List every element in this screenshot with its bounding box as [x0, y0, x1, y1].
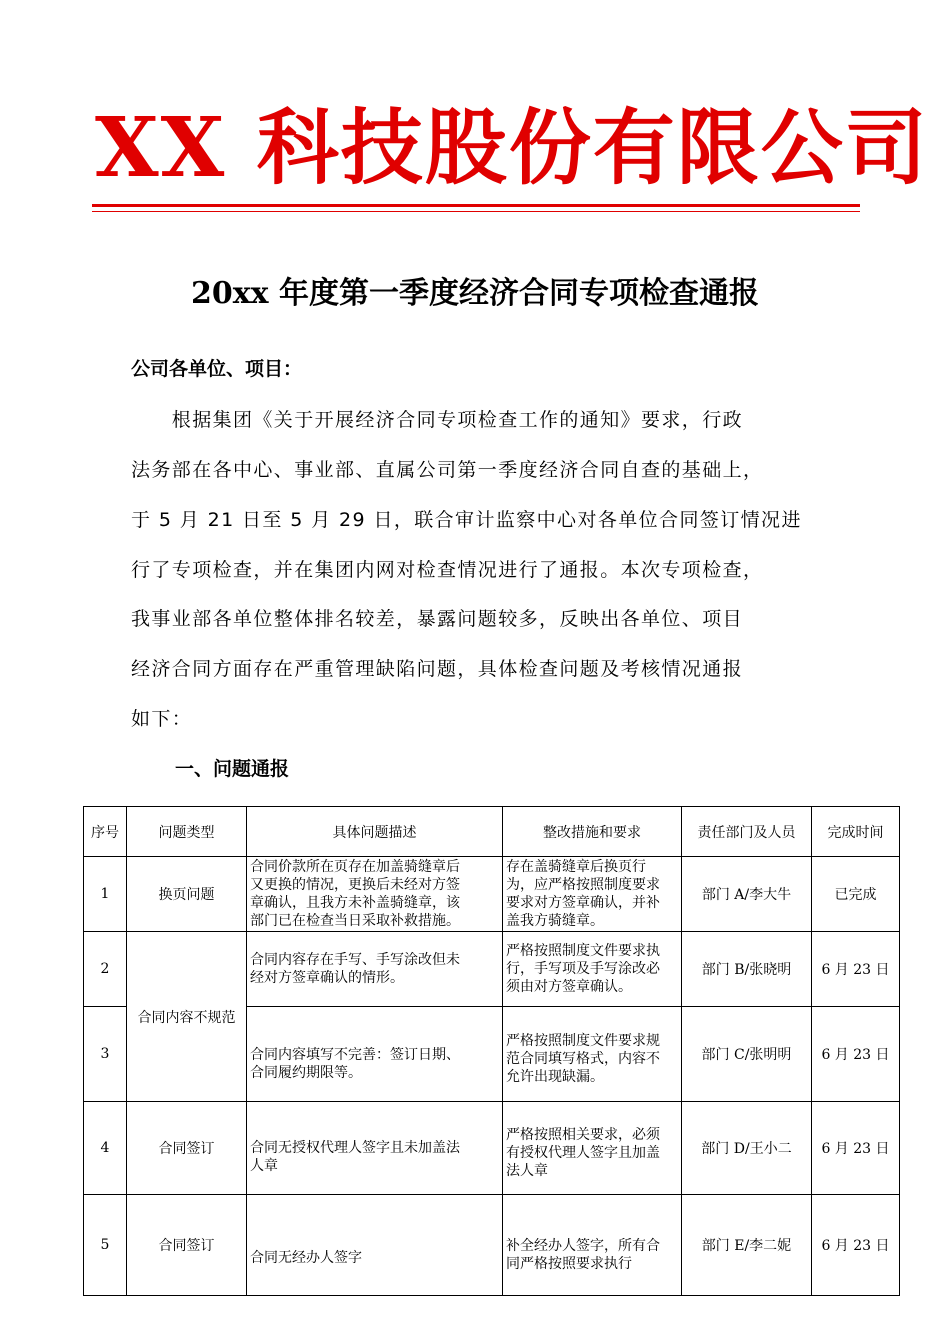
cell-desc: 合同内容填写不完善：签订日期、 合同履约期限等。	[247, 1007, 503, 1102]
cell-fix: 严格按照制度文件要求规 范合同填写格式，内容不 允许出现缺漏。	[503, 1007, 682, 1102]
cell-done: 6 月 23 日	[812, 1007, 900, 1102]
cell-no: 3	[84, 1007, 127, 1102]
body-line: 经济合同方面存在严重管理缺陷问题，具体检查问题及考核情况通报	[131, 658, 744, 680]
cell-done: 已完成	[812, 857, 900, 932]
table-row	[84, 1102, 900, 1195]
header-rule-thick	[92, 204, 860, 207]
cell-desc: 合同价款所在页存在加盖骑缝章后 又更换的情况，更换后未经对方签 章确认，且我方未补盖骑缝章，该 部门已在检查当日采取补救措施。	[247, 857, 503, 932]
cell-owner: 部门 B/张晓明	[682, 932, 812, 1007]
header-type: 问题类型	[127, 807, 247, 857]
cell-fix: 存在盖骑缝章后换页行 为，应严格按照制度要求 要求对方签章确认，并补 盖我方骑缝章。	[503, 857, 682, 932]
cell-owner: 部门 A/李大牛	[682, 857, 812, 932]
body-line: 我事业部各单位整体排名较差，暴露问题较多，反映出各单位、项目	[131, 608, 744, 630]
body-line: 法务部在各中心、事业部、直属公司第一季度经济合同自查的基础上，	[131, 459, 764, 481]
cell-type: 合同签订	[127, 1102, 247, 1195]
cell-no: 2	[84, 932, 127, 1007]
cell-owner: 部门 D/王小二	[682, 1102, 812, 1195]
cell-desc: 合同无经办人签字	[247, 1195, 503, 1296]
header-rule-thin	[92, 211, 860, 212]
section-heading: 一、问题通报	[175, 758, 290, 780]
table-row	[84, 857, 900, 932]
cell-type: 换页问题	[127, 857, 247, 932]
cell-fix: 补全经办人签字，所有合 同严格按照要求执行	[503, 1195, 682, 1296]
table-row	[84, 1195, 900, 1296]
header-done: 完成时间	[812, 807, 900, 857]
cell-type: 合同签订	[127, 1195, 247, 1296]
body-line: 行了专项检查，并在集团内网对检查情况进行了通报。本次专项检查，	[131, 559, 764, 581]
cell-no: 5	[84, 1195, 127, 1296]
table-header-row	[84, 807, 900, 857]
cell-fix: 严格按照相关要求，必须 有授权代理人签字且加盖 法人章	[503, 1102, 682, 1195]
cell-owner: 部门 E/李二妮	[682, 1195, 812, 1296]
cell-done: 6 月 23 日	[812, 1102, 900, 1195]
cell-done: 6 月 23 日	[812, 1195, 900, 1296]
document-title: 20xx 年度第一季度经济合同专项检查通报	[191, 276, 759, 311]
cell-no: 1	[84, 857, 127, 932]
cell-desc: 合同无授权代理人签字且未加盖法 人章	[247, 1102, 503, 1195]
cell-type: 合同内容不规范	[127, 932, 247, 1102]
cell-desc: 合同内容存在手写、手写涂改但未 经对方签章确认的情形。	[247, 932, 503, 1007]
header-fix: 整改措施和要求	[503, 807, 682, 857]
cell-no: 4	[84, 1102, 127, 1195]
header-desc: 具体问题描述	[247, 807, 503, 857]
salutation: 公司各单位、项目：	[131, 358, 303, 380]
header-owner: 责任部门及人员	[682, 807, 812, 857]
cell-done: 6 月 23 日	[812, 932, 900, 1007]
company-name-header: XX 科技股份有限公司	[95, 100, 929, 196]
body-line: 于 5 月 21 日至 5 月 29 日，联合审计监察中心对各单位合同签订情况进	[131, 509, 802, 531]
issues-table	[83, 806, 900, 1296]
body-line: 如下：	[131, 708, 193, 730]
table-row	[84, 932, 900, 1007]
cell-fix: 严格按照制度文件要求执 行，手写项及手写涂改必 须由对方签章确认。	[503, 932, 682, 1007]
cell-owner: 部门 C/张明明	[682, 1007, 812, 1102]
body-line: 根据集团《关于开展经济合同专项检查工作的通知》要求，行政	[131, 409, 744, 431]
header-no: 序号	[84, 807, 127, 857]
